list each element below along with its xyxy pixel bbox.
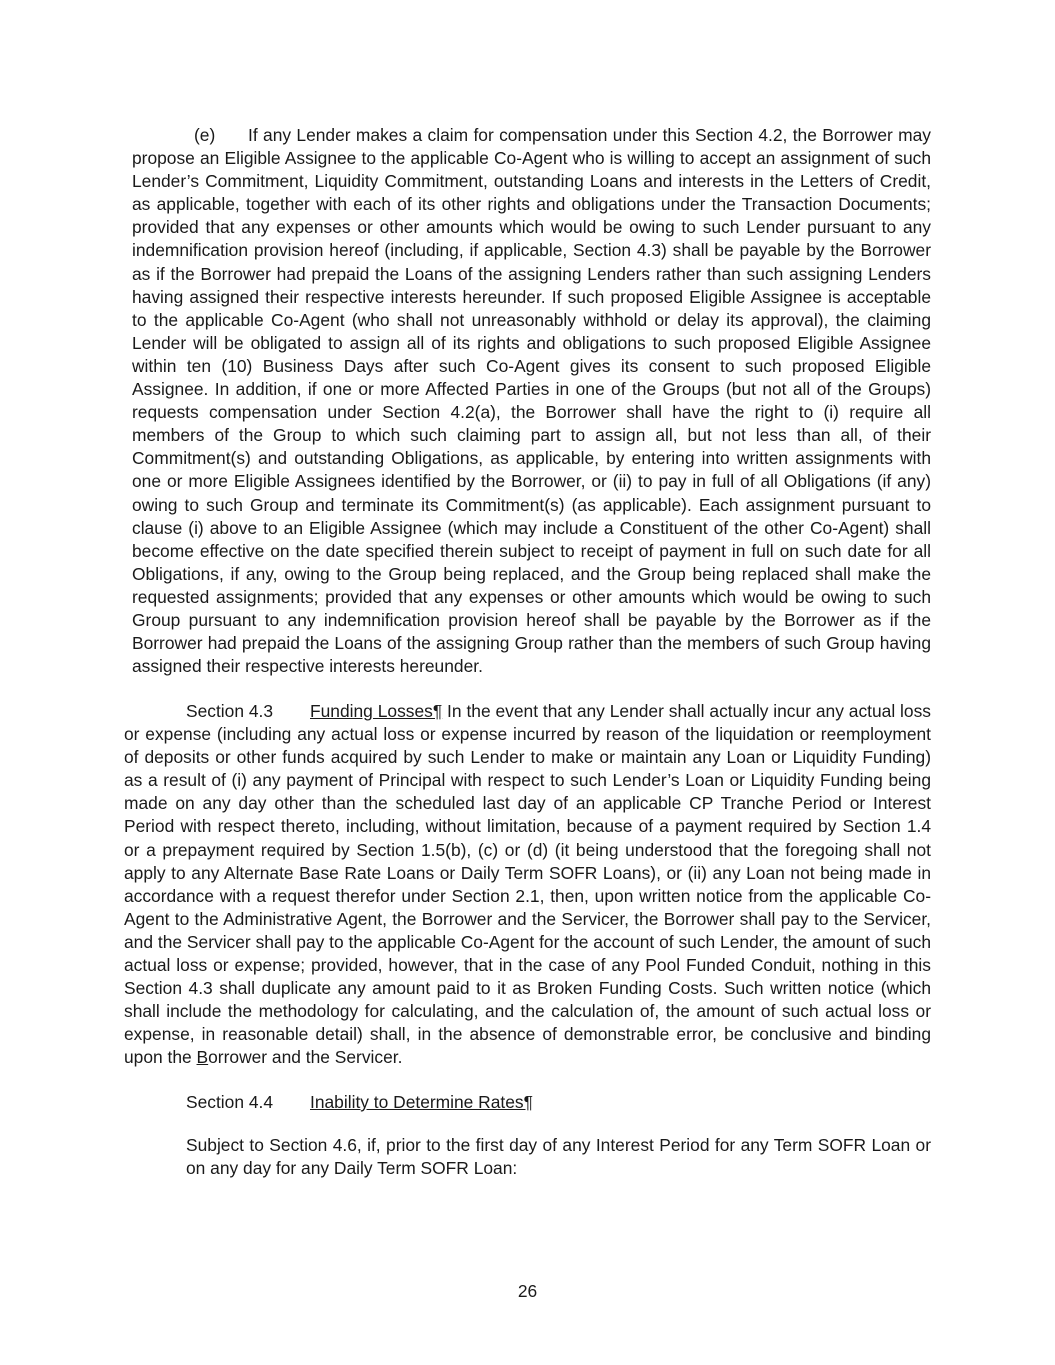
section-4-4-number: Section 4.4	[186, 1092, 274, 1112]
page-number: 26	[517, 1281, 538, 1301]
section-4-3-body: In the event that any Lender shall actually incur any actual loss or expense (including any actual loss or expense incurred by reason of the liquidation or reemployment of deposits or other funds acquired by such Lender to make or maintain any Loan or Liquidity Funding) as a result of (i) any payment of Principal with respect to such Lender’s Loan or Liquidity Funding being made on any day other than the scheduled last day of an applicable CP Tranche Period or Interest Period with respect thereto, including, without limitation, because of a payment required by Section 1.4 or a prepayment required by Section 1.5(b), (c) or (d) (it being understood that the foregoing shall not apply to any Alternate Base Rate Loans or Daily Term SOFR Loans), or (ii) any Loan not being made in accordance with a request therefor under Section 2.1, then, upon written notice from the applicable Co-Agent to the Administrative Agent, the Borrower and the Servicer, the Borrower shall pay to the Servicer, and the Servicer shall pay to the applicable Co-Agent for the account of such Lender, the amount of such actual loss or expense; provided, however, that in the case of any Pool Funded Conduit, nothing in this Section 4.3 shall duplicate any amount paid to it as Broken Funding Costs. Such written notice (which shall include the methodology for calculating, and the calculation of, the amount of such actual loss or expense, in reasonable detail) shall, in the absence of demonstrable error, be conclusive and binding upon the	[124, 701, 931, 1068]
section-4-4-title: Inability to Determine Rates¶	[310, 1092, 533, 1112]
section-4-4-intro-paragraph: Subject to Section 4.6, if, prior to the first day of any Interest Period for any Term SOFR Loan or on any day for any Daily Term SOFR Loan:	[186, 1135, 931, 1179]
paragraph-e	[132, 124, 931, 678]
paragraph-e-label: (e)	[194, 125, 216, 145]
paragraph-e-text: If any Lender makes a claim for compensation under this Section 4.2, the Borrower may propose an Eligible Assignee to the applicable Co-Agent who is willing to accept an assignment of such Lender’s Commitment, Liquidity Commitment, outstanding Loans and interests in the Letters of Credit, as applicable, together with each of its other rights and obligations under the Transaction Documents; provided that any expenses or other amounts which would be owing to such Lender pursuant to any indemnification provision hereof (including, if applicable, Section 4.3) shall be payable by the Borrower as if the Borrower had prepaid the Loans of the assigning Lenders rather than such assigning Lenders having assigned their respective interests hereunder. If such proposed Eligible Assignee is acceptable to the applicable Co-Agent (who shall not unreasonably withhold or delay its approval), the claiming Lender will be obligated to assign all of its rights and obligations to such proposed Eligible Assignee within ten (10) Business Days after such Co-Agent gives its consent to such proposed Eligible Assignee. In addition, if one or more Affected Parties in one of the Groups (but not all of the Groups) requests compensation under Section 4.2(a), the Borrower shall have the right to (i) require all members of the Group to which such claiming part to assign all, but not less than all, of their Commitment(s) and outstanding Obligations, as applicable, by entering into written assignments with one or more Eligible Assignees identified by the Borrower, or (ii) to pay in full of all Obligations (if any) owing to such Group and terminate its Commitment(s) (as applicable). Each assignment pursuant to clause (i) above to an Eligible Assignee (which may include a Constituent of the other Co-Agent) shall become effective on the date specified therein subject to receipt of payment in full on such date for all Obligations, if any, owing to the Group being replaced, and the Group being replaced shall make the requested assignments; provided that any expenses or other amounts which would be owing to such Group pursuant to any indemnification provision hereof shall be payable by the Borrower as if the Borrower had prepaid the Loans of the assigning Group rather than the members of such Group having assigned their respective interests hereunder.	[132, 125, 931, 677]
section-4-3-title: Funding Losses¶	[310, 701, 443, 721]
section-4-4-heading	[186, 1091, 533, 1114]
section-4-3-number: Section 4.3	[186, 701, 274, 721]
section-4-3-tracked-change-mark: B	[196, 1047, 209, 1068]
section-4-3-paragraph	[124, 700, 931, 1070]
section-4-3-body-end: orrower and the Servicer.	[208, 1047, 403, 1068]
